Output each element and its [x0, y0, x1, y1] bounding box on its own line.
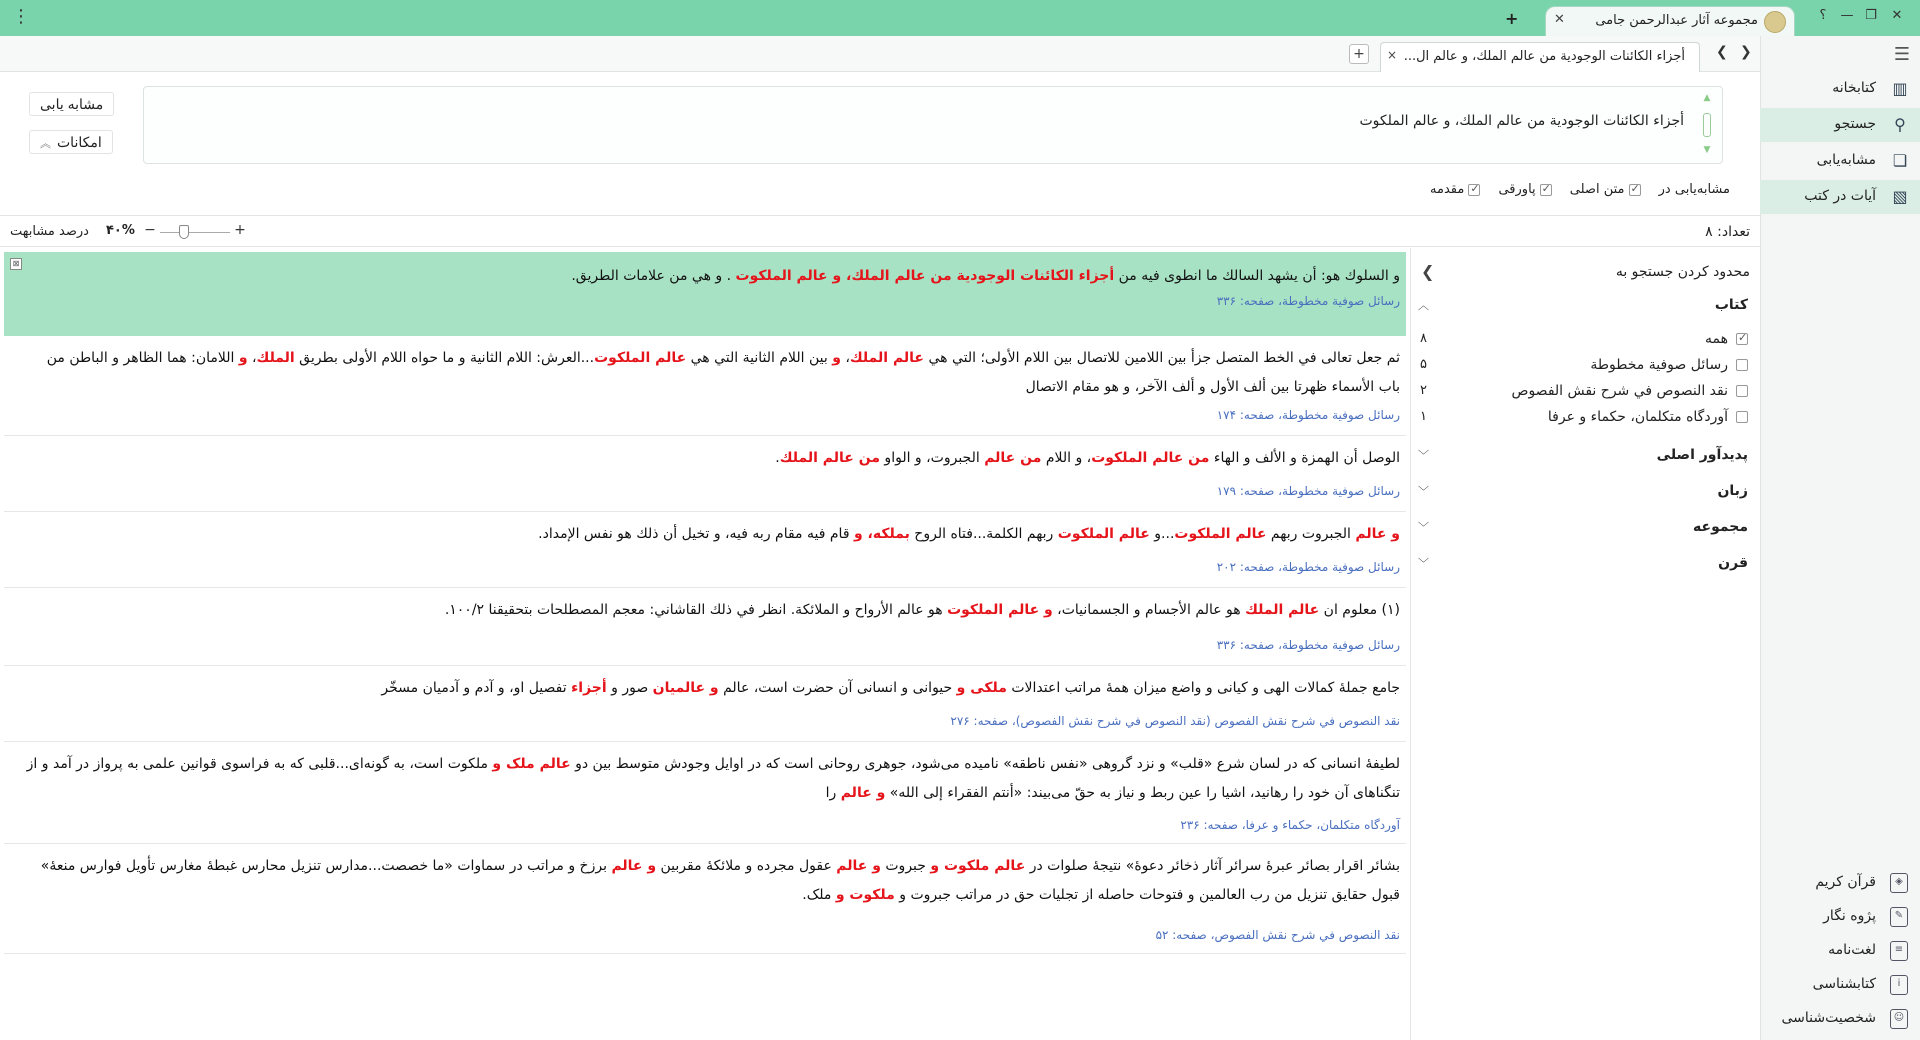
highlighted-match: و عالم — [840, 785, 886, 801]
book-filter-count: ۵ — [1420, 357, 1427, 372]
result-source-link[interactable]: رسائل صوفية مخطوطة، صفحه: ۳۳۶ — [1216, 638, 1400, 652]
result-text-segment: ...العرش: اللام الثانية و ما حواه اللام الأولى بطريق — [294, 350, 595, 366]
minimize-button[interactable]: — — [1840, 8, 1854, 23]
facet-century[interactable] — [1410, 552, 1760, 576]
dictionary-icon: ≡ — [1890, 941, 1908, 961]
highlighted-match: و عالم — [1355, 526, 1400, 542]
library-icon: ▥ — [1892, 79, 1908, 98]
result-text — [24, 262, 1400, 291]
facet-language[interactable] — [1410, 480, 1760, 504]
tool-quran[interactable] — [1760, 868, 1920, 898]
filter-panel — [1410, 248, 1760, 1040]
result-source-link[interactable]: رسائل صوفية مخطوطة، صفحه: ۳۳۶ — [1216, 294, 1400, 308]
result-source-link[interactable]: آوردگاه متکلمان، حکماء و عرفا، صفحه: ۲۳۶ — [1180, 818, 1400, 832]
main-text-checkbox[interactable] — [1629, 184, 1641, 196]
result-text — [24, 596, 1400, 625]
similarity-value: ۴۰% — [106, 223, 135, 238]
person-icon: ☺ — [1890, 1009, 1908, 1029]
chevron-up-icon: ︽ — [40, 138, 51, 150]
result-text-segment: الجبروت ربهم — [1266, 526, 1356, 542]
result-text-segment: را — [825, 785, 841, 801]
add-document-tab-button[interactable]: + — [1349, 44, 1369, 64]
sidebar-item-verses[interactable] — [1760, 180, 1920, 214]
result-text-segment: بين اللام الثانية التي هي — [686, 350, 833, 366]
result-text — [24, 852, 1400, 910]
chevron-down-icon: ﹀ — [1418, 485, 1429, 498]
highlighted-match: و عالم الملكوت — [947, 602, 1053, 618]
search-panel — [0, 72, 1760, 216]
chevron-up-icon: ︿ — [1418, 299, 1429, 312]
book-filter-count: ۲ — [1420, 383, 1427, 398]
introduction-checkbox[interactable] — [1468, 184, 1480, 196]
app-window-tab[interactable] — [1545, 6, 1795, 36]
hamburger-menu-icon[interactable]: ☰ — [1893, 44, 1910, 65]
result-item[interactable] — [4, 666, 1406, 742]
result-text-segment: ، — [840, 350, 850, 366]
filter-panel-title: محدود کردن جستجو به — [1615, 264, 1750, 280]
book-filter-item[interactable] — [1410, 406, 1760, 428]
result-text-segment: ملکوت است، به گونه‌ای...قلبی که به فراسوی قوانین علمی به پرواز در آمد و از تنگناهای آن خود را رهانید، اشیا را عین ربط و نیاز به حقّ می‌بیند: «أنتم الفقراء إلى الله» — [26, 756, 1400, 801]
result-text-segment: . — [775, 450, 780, 466]
book-filter-item[interactable] — [1410, 380, 1760, 402]
scope-option-label: متن اصلی — [1569, 182, 1625, 197]
result-item[interactable] — [4, 512, 1406, 588]
highlighted-match: و — [238, 350, 248, 366]
result-text-segment: تفصیل او، و آدم و آدمیان مسخّر — [381, 680, 572, 696]
highlighted-match: من عالم — [984, 450, 1042, 466]
sidebar-item-label: مشابه‌یابی — [1816, 152, 1876, 168]
new-window-tab-button[interactable]: + — [1505, 9, 1519, 28]
chevron-down-icon: ﹀ — [1418, 557, 1429, 570]
similarity-slider-thumb[interactable] — [179, 225, 189, 239]
result-source-link[interactable]: نقد النصوص في شرح نقش الفصوص (نقد النصوص في شرح نقش الفصوص)، صفحه: ۲۷۶ — [950, 714, 1400, 728]
result-item[interactable] — [4, 436, 1406, 512]
result-text-segment: ، و اللام — [1041, 450, 1092, 466]
book-filter-count: ۱ — [1420, 409, 1427, 424]
document-tab-title: أجزاء الكائنات الوجودية من عالم الملك، و عالم ال... — [1403, 49, 1685, 64]
similarity-decrease-button[interactable]: − — [144, 222, 156, 238]
notes-icon: ✎ — [1890, 907, 1908, 927]
tool-dictionary[interactable] — [1760, 936, 1920, 966]
highlighted-match: و عالمیان — [652, 680, 719, 696]
facet-name: کتاب — [1714, 297, 1748, 313]
result-text-segment: هو عالم الأرواح و الملائكة. انظر في ذلك القاشاني: معجم المصطلحات بتحقيقنا ۱۰۰/۲. — [444, 602, 948, 618]
facet-collection[interactable] — [1410, 516, 1760, 540]
tab-forward-chevron-icon[interactable]: ❯ — [1740, 44, 1752, 60]
search-input[interactable] — [143, 86, 1723, 164]
book-filter-label: همه — [1705, 331, 1728, 347]
tool-label: کتابشناسی — [1812, 976, 1876, 992]
scope-option-main-text[interactable] — [1570, 182, 1641, 197]
document-tab-close-icon[interactable]: × — [1387, 48, 1398, 62]
sidebar-item-similarity[interactable] — [1760, 144, 1920, 178]
app-sidebar — [1760, 36, 1920, 1040]
facet-name: قرن — [1718, 555, 1748, 571]
chevron-down-icon: ﹀ — [1418, 521, 1429, 534]
highlighted-match: الملك — [256, 350, 295, 366]
result-text-segment: ، — [247, 350, 257, 366]
facet-books[interactable] — [1410, 294, 1760, 318]
book-filter-checkbox[interactable] — [1736, 359, 1748, 371]
quran-icon: ◈ — [1890, 873, 1908, 893]
tool-label: قرآن کریم — [1815, 874, 1876, 890]
scope-option-footnote[interactable] — [1498, 182, 1551, 197]
highlighted-match: و — [832, 350, 841, 366]
highlighted-match: و عالم — [836, 858, 881, 874]
result-text-segment: اللامان: هما الظاهر و الباطن من باب الأسماء ظهرتا بين ألف الأول و ألف الآخر، و هو مقام الاتصال — [46, 350, 1400, 395]
similarity-slider[interactable] — [160, 232, 230, 233]
result-text-segment: لطیفهٔ انسانی که در لسان شرع «قلب» و نزد گروهی «نفس ناطقه» نامیده می‌شود، جوهری روحانی است که در اوایل وجودش متوسط بین دو — [570, 756, 1400, 772]
search-scope-options — [1416, 182, 1730, 202]
tool-bibliography[interactable] — [1760, 970, 1920, 1000]
tab-back-chevron-icon[interactable]: ❮ — [1716, 44, 1728, 60]
result-text — [24, 344, 1400, 402]
highlighted-match: عالم الملك — [1245, 602, 1320, 618]
highlighted-match: عالم الملكوت — [594, 350, 687, 366]
sidebar-item-label: جستجو — [1834, 116, 1876, 132]
facet-name: پدیدآور اصلی — [1656, 447, 1748, 463]
tool-label: شخصیت‌شناسی — [1781, 1010, 1876, 1026]
result-text-segment: جامع جملهٔ کمالات الهی و کیانی و واضع میزان همهٔ مراتب اعتدالات — [1006, 680, 1400, 696]
result-text — [24, 444, 1400, 473]
tool-label: پژوه نگار — [1823, 908, 1876, 924]
result-text-segment: صور و — [606, 680, 653, 696]
result-text-segment: الوصل أن الهمزة و الألف و الهاء — [1209, 450, 1400, 466]
similarity-icon: ❏ — [1892, 151, 1908, 170]
results-header-bar — [0, 217, 1760, 247]
book-filter-label: نقد النصوص في شرح نقش الفصوص — [1511, 383, 1728, 399]
find-similar-button[interactable]: مشابه یابی — [29, 92, 114, 116]
results-count: تعداد: ۸ — [1705, 224, 1750, 240]
result-text-segment: عقول مجرده و ملائکهٔ مقربین — [656, 858, 837, 874]
result-text-segment: . و هي من علامات الطريق. — [571, 268, 736, 284]
result-source-link[interactable]: رسائل صوفية مخطوطة، صفحه: ۲۰۲ — [1216, 560, 1400, 574]
facet-name: مجموعه — [1693, 519, 1748, 535]
document-tab[interactable] — [1380, 42, 1700, 72]
app-title: مجموعه آثار عبدالرحمن جامی — [1595, 13, 1758, 28]
title-bar — [0, 0, 1920, 36]
book-filter-count: ۸ — [1420, 331, 1427, 346]
result-text-segment: هو عالم الأجسام و الجسمانيات، — [1052, 602, 1246, 618]
highlighted-match: عالم الملك — [849, 350, 924, 366]
result-source-link[interactable]: رسائل صوفية مخطوطة، صفحه: ۱۷۴ — [1216, 408, 1400, 422]
result-text-segment: برزخ و مراتب در سماوات «ما خصصت...مدارس تنزیل محارس غبطهٔ مغارس تأویل فوارس منعهٔ» قبول حقایق تنزیل من رب العالمین و فتوحات حاصله از تجلیات حق در مراتب جبروت و — [40, 858, 1400, 903]
options-button[interactable] — [29, 130, 113, 154]
highlighted-match: من عالم الملكوت — [1091, 450, 1210, 466]
scope-option-label: مقدمه — [1430, 182, 1465, 197]
facet-name: زبان — [1717, 483, 1748, 499]
book-filter-checkbox[interactable] — [1736, 385, 1748, 397]
book-filter-item[interactable] — [1410, 354, 1760, 376]
document-tab-strip — [0, 36, 1760, 72]
search-query-text: أجزاء الكائنات الوجودية من عالم الملك، و عالم الملكوت — [1359, 113, 1684, 129]
result-item[interactable] — [4, 588, 1406, 666]
result-item[interactable] — [4, 336, 1406, 436]
highlighted-match: عالم ملک و — [492, 756, 571, 772]
result-text-segment: ...و — [1149, 526, 1175, 542]
sidebar-item-label: کتابخانه — [1832, 80, 1876, 96]
sidebar-item-library[interactable] — [1760, 72, 1920, 106]
scope-option-introduction[interactable] — [1430, 182, 1480, 197]
highlighted-match: عالم ملکوت و — [930, 858, 1026, 874]
search-input-scroller[interactable] — [1700, 93, 1714, 157]
tool-label: لغت‌نامه — [1828, 942, 1876, 958]
result-text-segment: الجبروت، و الواو — [879, 450, 985, 466]
scope-option-label: پاورقی — [1498, 182, 1536, 197]
result-item[interactable] — [4, 252, 1406, 336]
scroll-down-icon[interactable]: ▼ — [1703, 145, 1711, 155]
result-text-segment: قام فيه مقام ربه فيه، و تخيل أن ذلك هو نفس الإمداد. — [538, 526, 854, 542]
result-source-link[interactable]: رسائل صوفية مخطوطة، صفحه: ۱۷۹ — [1216, 484, 1400, 498]
book-filter-label: رسائل صوفية مخطوطة — [1590, 357, 1728, 373]
highlighted-match: ملکوت و — [835, 887, 895, 903]
options-label: امکانات — [57, 134, 102, 150]
highlighted-match: عالم الملكوت — [1057, 526, 1150, 542]
app-logo-icon — [1764, 11, 1786, 33]
close-window-button[interactable]: ✕ — [1891, 8, 1903, 23]
app-tab-close-icon[interactable]: ✕ — [1554, 12, 1565, 27]
result-text-segment: ملک. — [802, 887, 836, 903]
similarity-increase-button[interactable]: + — [234, 222, 246, 238]
result-text-segment: (۱) معلوم ان — [1319, 602, 1400, 618]
tool-person[interactable] — [1760, 1004, 1920, 1034]
scroll-thumb[interactable] — [1703, 113, 1711, 137]
footnote-checkbox[interactable] — [1540, 184, 1552, 196]
tool-notes[interactable] — [1760, 902, 1920, 932]
scroll-up-icon[interactable]: ▲ — [1703, 93, 1711, 103]
result-text-segment: ربهم الكلمة...فتاه الروح — [909, 526, 1058, 542]
book-filter-checkbox[interactable] — [1736, 411, 1748, 423]
result-text-segment: بشائر اقرار بصائر عبرهٔ سرائر آثار ذخائر دعوهٔ» نتیجهٔ صلوات در — [1025, 858, 1400, 874]
highlighted-match: من عالم الملك — [779, 450, 880, 466]
result-text — [24, 520, 1400, 549]
sidebar-item-search[interactable] — [1760, 108, 1920, 142]
result-text — [24, 674, 1400, 703]
highlighted-match: و عالم — [611, 858, 657, 874]
sidebar-item-label: آیات در کتب — [1804, 188, 1876, 204]
bibliography-icon: i — [1890, 975, 1908, 995]
result-text-segment: حیوانی و انسانی آن حضرت است، عالم — [718, 680, 957, 696]
highlighted-match: بملكه، و — [853, 526, 910, 542]
chevron-down-icon: ﹀ — [1418, 449, 1429, 462]
highlighted-match: أجزاء الكائنات الوجودية من عالم الملك، و عالم الملكوت — [735, 268, 1115, 284]
help-button[interactable]: ؟ — [1819, 8, 1827, 23]
book-filter-label: آوردگاه متکلمان، حکماء و عرفا — [1547, 409, 1728, 425]
result-text-segment: ثم جعل تعالى في الخط المتصل جزأ بين اللامين للاتصال بين اللام الأولى؛ التي هي — [924, 350, 1400, 366]
restore-button[interactable]: ❐ — [1865, 8, 1877, 23]
result-text-segment: و السلوك هو: أن يشهد السالك ما انطوى فيه من — [1114, 268, 1400, 284]
highlighted-match: عالم الملكوت — [1174, 526, 1267, 542]
verses-icon: ▧ — [1892, 187, 1908, 206]
app-menu-icon[interactable]: ⋮ — [12, 6, 30, 27]
result-source-link[interactable]: نقد النصوص في شرح نقش الفصوص، صفحه: ۵۲ — [1155, 928, 1400, 942]
highlighted-match: ملکی و — [956, 680, 1007, 696]
similarity-label: درصد مشابهت — [10, 224, 89, 239]
results-list — [0, 248, 1410, 1040]
result-text — [24, 750, 1400, 808]
collapse-panel-chevron-icon[interactable]: ❮ — [1421, 262, 1435, 281]
scope-label: مشابه‌یابی در — [1658, 182, 1730, 197]
result-text-segment: جبروت — [880, 858, 931, 874]
book-filter-all[interactable] — [1410, 328, 1760, 350]
highlighted-match: أجزاء — [571, 680, 607, 696]
search-icon: ⚲ — [1894, 115, 1906, 134]
book-filter-checkbox[interactable] — [1736, 333, 1748, 345]
facet-author[interactable] — [1410, 444, 1760, 468]
result-item[interactable] — [4, 844, 1406, 954]
result-item[interactable] — [4, 742, 1406, 844]
result-menu-icon[interactable]: ⊠ — [10, 258, 22, 270]
